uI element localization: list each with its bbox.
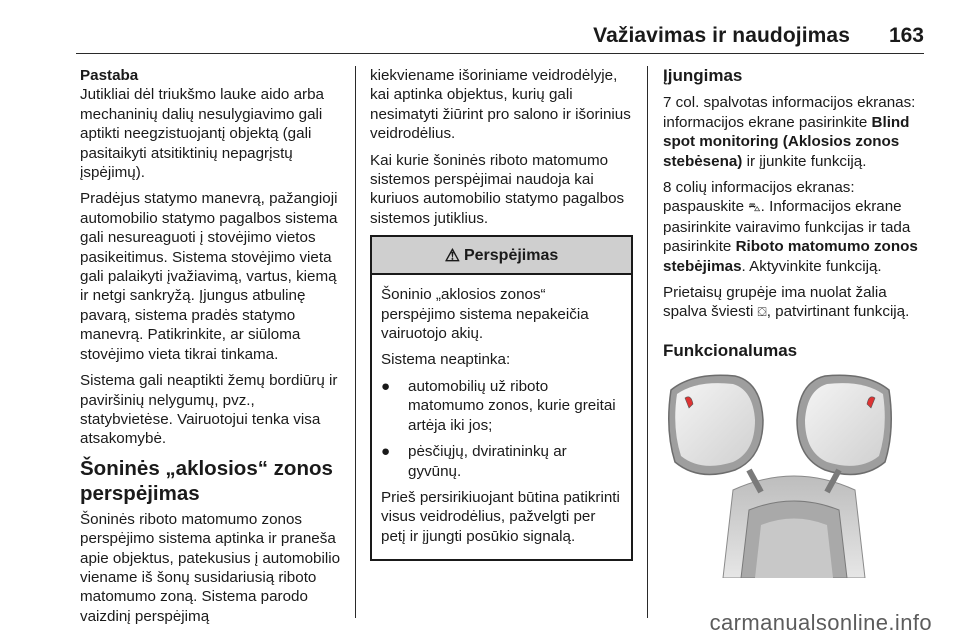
paragraph-sensors: Kai kurie šoninės riboto matomumo sistemos perspėjimai naudoja kai kuriuos automobilio statymo pagalbos sistemos jutiklius. bbox=[370, 151, 625, 227]
header-divider bbox=[76, 53, 924, 54]
warning-body bbox=[372, 275, 631, 559]
note-text: Jutikliai dėl triukšmo lauke aido arba mechaninių dalių nesulygiavimo gali aptikti neegzistuojantį objektą (gali pasitaikyti atsitiktinių nepagrįstų įspėjimų). bbox=[80, 86, 324, 182]
p2-tail: . Aktyvinkite funkciją. bbox=[741, 257, 882, 275]
p2-text: 8 colių informacijos ekranas: paspauskite bbox=[663, 179, 855, 216]
paragraph-mirror-alert: kiekviename išoriniame veidrodėlyje, kai aptinka objektus, kurių gali nesimatyti žiūrint pro salono ir išorinius veidrodėlius. bbox=[370, 67, 631, 143]
column-divider-1 bbox=[355, 66, 356, 618]
column-divider-2 bbox=[647, 66, 648, 618]
paragraph-cluster-indicator bbox=[663, 283, 925, 323]
watermark: carmanualsonline.info bbox=[709, 610, 932, 635]
column-3 bbox=[663, 66, 925, 578]
car-mirrors-illustration bbox=[663, 370, 925, 578]
warning-text-2: Sistema neaptinka: bbox=[381, 351, 511, 369]
warning-header bbox=[372, 237, 631, 275]
warning-title: Perspėjimas bbox=[463, 246, 559, 264]
list-item bbox=[381, 377, 623, 435]
paragraph-parking-maneuver: Pradėjus statymo manevrą, pažangioji automobilio statymo pagalbos sistema gali nesureaguoti į stovėjimo vietos pasikeitimus. Sistema stovėjimo vieta gali palaikyti įvažiavimą, vartus, kiemą ir netgi sankryžą. Įjungus atbulinę pavarą, sistema pradės statymo manevrą. Patikrinkite, ar siūloma stovėjimo vieta tikrai tinkama. bbox=[80, 190, 338, 363]
note-title: Pastaba bbox=[80, 67, 139, 84]
p1-bold: Blind spot monitoring (Aklosios zonos stebėsena) bbox=[663, 113, 910, 170]
bullet-text-1: automobilių už riboto matomumo zonos, kurie greitai artėja iki jos; bbox=[408, 377, 616, 434]
p3-text: Prietaisų grupėje ima nuolat žalia spalva šviesti bbox=[663, 284, 887, 321]
column-1 bbox=[80, 66, 342, 633]
paragraph-7in-display bbox=[663, 93, 925, 171]
warning-box bbox=[370, 235, 633, 561]
page-header bbox=[0, 0, 960, 58]
blind-spot-icon: ⛋ bbox=[757, 305, 767, 320]
paragraph-blind-spot-intro: Šoninės riboto matomumo zonos perspėjimo sistema aptinka ir praneša apie objektus, patekusius į automobilio viename iš šonų susidariusią riboto matomumo zoną. Sistema parodo vaizdinį perspėjimą bbox=[80, 510, 341, 625]
warning-text-3: Prieš persirikiuojant būtina patikrinti visus veidrodėlius, pažvelgti per petį ir įjungti posūkio signalą. bbox=[381, 488, 620, 545]
warning-triangle-icon: ⚠ bbox=[444, 245, 460, 265]
column-2 bbox=[370, 66, 633, 561]
p1-text: 7 col. spalvotas informacijos ekranas: informacijos ekrane pasirinkite bbox=[663, 94, 916, 131]
warning-text-1: Šoninio „aklosios zonos“ perspėjimo sistema nepakeičia vairuotojo akių. bbox=[381, 286, 589, 343]
subhead-functionality: Funkcionalumas bbox=[663, 340, 798, 360]
bullet-icon: ● bbox=[381, 443, 391, 461]
header-title: Važiavimas ir naudojimas bbox=[593, 24, 850, 47]
paragraph-curbs: Sistema gali neaptikti žemų bordiūrų ir paviršinių nelygumų, pvz., statybvietėse. Vairuotojui tenka visa atsakomybė. bbox=[80, 372, 338, 448]
subhead-activation: Įjungimas bbox=[663, 66, 743, 85]
section-title-blind-spot: Šoninės „aklosios“ zonos perspėjimas bbox=[80, 456, 333, 505]
paragraph-8in-display bbox=[663, 178, 925, 276]
p3-tail: , patvirtinant funkciją. bbox=[766, 303, 910, 321]
p1-tail: ir įjunkite funkciją. bbox=[742, 152, 867, 170]
bullet-icon: ● bbox=[381, 377, 391, 395]
bullet-text-2: pėsčiųjų, dviratininkų ar gyvūnų. bbox=[408, 443, 567, 480]
p2-mid: . Informacijos ekrane pasirinkite vairavimo funkcijas ir tada pasirinkite bbox=[663, 198, 911, 256]
car-mirrors-image bbox=[663, 370, 925, 578]
car-icon: ⛍ bbox=[748, 200, 761, 215]
list-item bbox=[381, 442, 623, 481]
page-number: 163 bbox=[888, 24, 924, 47]
p2-bold: Riboto matomumo zonos stebėjimas bbox=[663, 238, 918, 275]
